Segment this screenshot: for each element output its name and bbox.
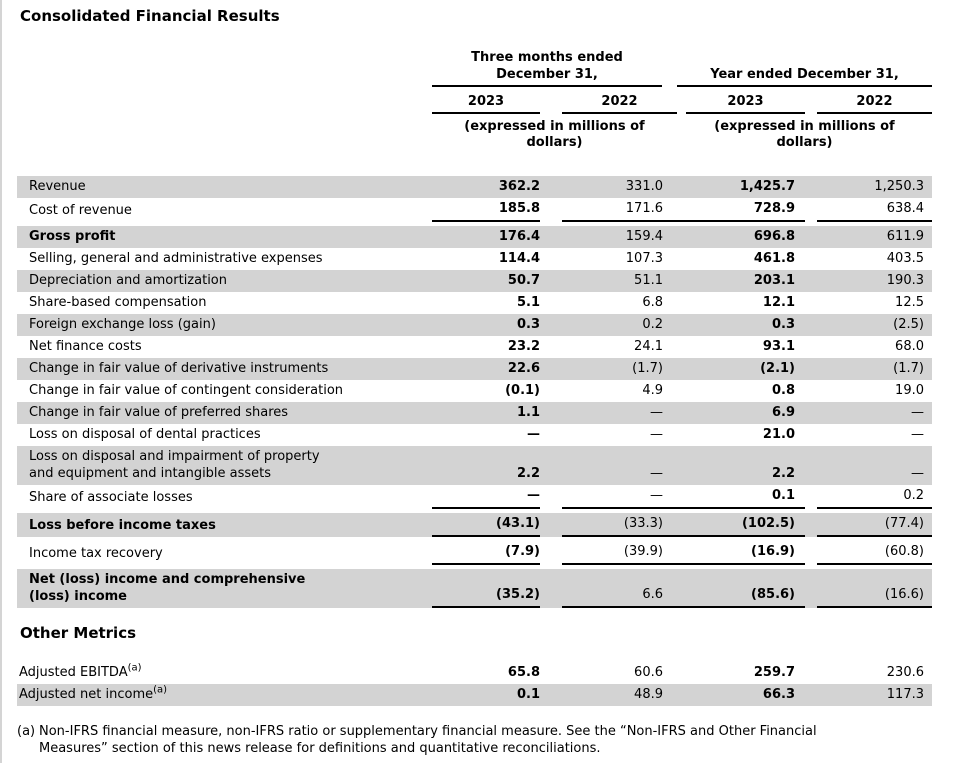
table-row [17,314,932,336]
table-row [17,248,932,270]
other-metrics-heading: Other Metrics [20,624,137,642]
row-label: Loss on disposal of dental practices [29,427,261,442]
row-value: 12.5 [895,295,924,310]
row-value: (1.7) [632,361,663,376]
table-row [17,292,932,314]
row-value: 114.4 [498,251,540,266]
row-value: 66.3 [762,687,795,702]
row-value: — [432,485,540,509]
row-value: (85.6) [677,584,805,608]
table-header-years [17,91,932,114]
financial-table [17,49,932,612]
footnote-marker: (a) [17,724,36,739]
row-value: 0.1 [516,687,540,702]
row-value: 1,425.7 [739,179,795,194]
row-value: 0.1 [677,485,805,509]
unit-cell [677,119,932,151]
row-value: 696.8 [753,229,795,244]
row-value: 638.4 [817,198,932,222]
row-label: Change in fair value of preferred shares [29,405,289,420]
row-value: 23.2 [507,339,540,354]
year-column [562,91,677,114]
group-label: Three months ended December 31, [471,50,623,82]
row-label: Foreign exchange loss (gain) [29,317,216,332]
row-label: Adjusted EBITDA$^{(a)}$ [19,662,142,680]
row-value: (39.9) [562,541,677,565]
row-value: 0.8 [771,383,795,398]
row-value: (1.7) [893,361,924,376]
row-value: 60.6 [634,665,663,680]
row-value: 331.0 [625,179,663,194]
group-underline [432,49,662,87]
row-value: 461.8 [753,251,795,266]
row-value: 185.8 [432,198,540,222]
row-value: 5.1 [516,295,540,310]
row-value: 68.0 [895,339,924,354]
row-value: (102.5) [677,513,805,537]
year-label: 2022 [817,91,932,114]
row-value: 362.2 [498,179,540,194]
page-title: Consolidated Financial Results [20,7,280,25]
row-value: 230.6 [886,665,924,680]
table-row [17,446,932,485]
row-label: Share-based compensation [29,295,207,310]
row-value: — [650,466,663,481]
table-row [17,358,932,380]
header-spacer [17,82,432,87]
col-group-three-months-ended [432,49,677,87]
row-value: 107.3 [625,251,663,266]
row-value: 0.2 [642,317,663,332]
table-body [17,176,932,612]
row-value: 117.3 [886,687,924,702]
row-value: (33.3) [562,513,677,537]
row-label: Cost of revenue [29,203,132,218]
table-row [17,513,932,537]
row-value: 259.7 [753,665,795,680]
header-spacer [17,109,432,114]
unit-cell [432,119,677,151]
row-value: 171.6 [562,198,677,222]
row-value: (43.1) [432,513,540,537]
row-value: (2.1) [760,361,795,376]
row-label: Change in fair value of derivative instruments [29,361,329,376]
row-value: — [527,427,540,442]
unit-label: (expressed in millions of dollars) [464,119,645,150]
other-metrics-table [17,662,932,706]
footnote-text: Non-IFRS financial measure, non-IFRS ratio or supplementary financial measure. See the “Non-IFRS and Other Financial Measures” section of this news release for definitions and quantitative reconciliations. [39,724,817,756]
row-value: 0.3 [516,317,540,332]
row-value: 0.3 [771,317,795,332]
row-value: — [650,405,663,420]
row-label: Net (loss) income and comprehensive (loss) income [29,572,306,604]
row-value: 22.6 [507,361,540,376]
row-value: — [911,405,924,420]
row-label: Net finance costs [29,339,142,354]
table-row [17,226,932,248]
row-value: 611.9 [886,229,924,244]
table-row [17,198,932,222]
page [2,0,954,757]
row-value: 1.1 [516,405,540,420]
table-row [17,424,932,446]
row-value: 190.3 [886,273,924,288]
row-value: (0.1) [505,383,540,398]
row-value: — [911,427,924,442]
table-header-units [17,119,932,151]
year-column [817,91,932,114]
row-value: (35.2) [432,584,540,608]
row-value: (60.8) [817,541,932,565]
row-value: 2.2 [771,466,795,481]
row-value: 50.7 [507,273,540,288]
row-value: (77.4) [817,513,932,537]
row-value: 4.9 [642,383,663,398]
row-value: (16.6) [817,584,932,608]
row-value: 176.4 [498,229,540,244]
row-value: (2.5) [893,317,924,332]
row-value: 65.8 [507,665,540,680]
year-column [677,91,805,114]
col-group-year-ended [677,66,932,87]
row-value: 51.1 [634,273,663,288]
unit-label: (expressed in millions of dollars) [714,119,895,150]
table-row [17,176,932,198]
row-value: 21.0 [762,427,795,442]
year-label: 2023 [686,91,805,114]
row-value: 6.8 [642,295,663,310]
row-label: Share of associate losses [29,490,193,505]
row-value: — [650,427,663,442]
year-column [432,91,540,114]
row-spacer [17,608,932,612]
year-label: 2023 [432,91,540,114]
row-value: 728.9 [677,198,805,222]
row-value: 6.6 [562,584,677,608]
row-value: 159.4 [625,229,663,244]
row-value: 403.5 [886,251,924,266]
row-value: (7.9) [432,541,540,565]
footnote-ref: (a) [153,684,168,696]
row-value: 48.9 [634,687,663,702]
table-row [17,485,932,509]
row-label: Loss before income taxes [29,518,216,533]
row-label: Loss on disposal and impairment of property and equipment and intangible assets [29,449,320,481]
footnote [17,723,954,757]
row-label: Depreciation and amortization [29,273,227,288]
footnote-ref: (a) [127,662,142,674]
table-row [17,541,932,565]
row-value: 6.9 [771,405,795,420]
row-label: Revenue [29,179,86,194]
row-value: 93.1 [762,339,795,354]
group-label: Year ended December 31, [677,66,932,87]
row-value: 2.2 [516,466,540,481]
table-row [17,270,932,292]
row-value: 0.2 [817,485,932,509]
row-value: 19.0 [895,383,924,398]
row-value: — [911,466,924,481]
header-spacer [17,146,432,151]
row-value: (16.9) [677,541,805,565]
year-label: 2022 [562,91,677,114]
row-label: Selling, general and administrative expenses [29,251,323,266]
table-row [17,380,932,402]
table-row [17,684,932,706]
table-row [17,569,932,608]
table-row [17,662,932,684]
row-value: 24.1 [634,339,663,354]
table-row [17,402,932,424]
row-value: — [562,485,677,509]
row-label: Gross profit [29,229,116,244]
table-header-groups [17,49,932,87]
table-row [17,336,932,358]
row-label: Income tax recovery [29,546,163,561]
row-value: 12.1 [762,295,795,310]
row-value: 1,250.3 [874,179,924,194]
row-label: Adjusted net income$^{(a)}$ [19,684,168,702]
row-value: 203.1 [753,273,795,288]
row-label: Change in fair value of contingent consideration [29,383,344,398]
